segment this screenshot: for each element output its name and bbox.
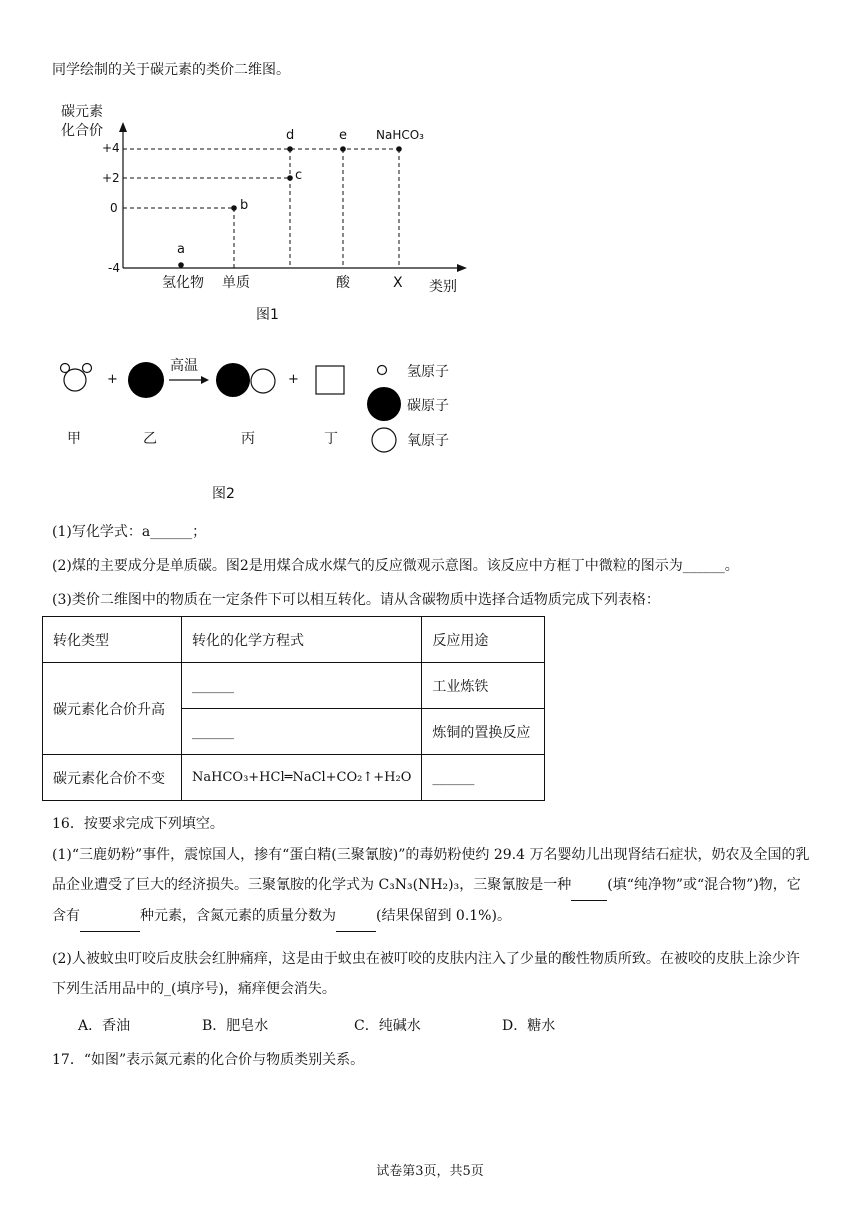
table-cell-use: 炼铜的置换反应 <box>422 709 545 755</box>
fig1-ytick: 0 <box>110 201 118 215</box>
table-cell-equation-blank[interactable]: ______ <box>182 709 422 755</box>
q16-p1-text-a: (1)“三鹿奶粉”事件，震惊国人，掺有“蛋白精(三聚氰胺)”的毒奶粉使约 29.4 万名婴幼儿出现肾结石症状，奶农及全国的乳品企业遭受了巨大的经济损失。三聚氰胺的化学式为 C₃N₃(NH₂)₃，三聚氰胺是一种 <box>52 847 810 893</box>
fig1-y-arrow <box>119 122 127 132</box>
figure-2-reaction-diagram <box>50 350 470 500</box>
fig2-label-ding: 丁 <box>324 431 338 447</box>
question-16-title: 16．按要求完成下列填空。 <box>52 816 224 832</box>
question-1: (1)写化学式：a______； <box>52 524 207 540</box>
answer-blank[interactable] <box>80 901 140 932</box>
fig1-point-b <box>231 205 237 211</box>
table-cell-use: 工业炼铁 <box>422 663 545 709</box>
table-cell-equation-blank[interactable]: ______ <box>182 663 422 709</box>
fig1-xtick: 单质 <box>222 275 250 291</box>
table-header-row <box>43 617 545 663</box>
fig1-ylabel-2: 化合价 <box>61 123 103 139</box>
fig1-x-arrow <box>457 264 467 272</box>
table-cell-equation: NaHCO₃+HCl═NaCl+CO₂↑+H₂O <box>182 755 422 801</box>
hydrogen-atom-icon <box>378 366 387 375</box>
question-3: (3)类价二维图中的物质在一定条件下可以相互转化。请从含碳物质中选择合适物质完成下列表格： <box>52 592 660 608</box>
table-cell-type: 碳元素化合价不变 <box>43 755 182 801</box>
q16-p1-text-d: (结果保留到 0.1%)。 <box>376 908 511 924</box>
fig1-ytick: +2 <box>102 171 120 185</box>
oxygen-atom-icon <box>372 428 396 452</box>
conversion-table <box>42 616 545 801</box>
oxygen-atom-icon <box>251 369 275 393</box>
fig1-point-a <box>178 262 184 268</box>
question-17: 17．“如图”表示氮元素的化合价与物质类别关系。 <box>52 1052 365 1068</box>
carbon-atom-icon <box>216 363 250 397</box>
fig2-caption: 图2 <box>212 486 235 500</box>
fig2-plus: + <box>107 372 118 387</box>
option-a[interactable]: A．香油 <box>78 1018 131 1034</box>
page-footer: 试卷第3页，共5页 <box>376 1164 484 1179</box>
fig1-xlabel: 类别 <box>429 279 457 295</box>
option-b[interactable]: B．肥皂水 <box>202 1018 269 1034</box>
empty-box-icon <box>316 366 344 394</box>
option-d[interactable]: D．糖水 <box>502 1018 556 1034</box>
reaction-arrowhead-icon <box>201 376 209 384</box>
fig1-label-c: c <box>295 168 303 183</box>
table-header-cell: 反应用途 <box>422 617 545 663</box>
fig1-ytick: -4 <box>108 261 120 275</box>
fig1-xtick: 氢化物 <box>162 275 204 291</box>
figure-1-valence-chart <box>50 96 490 366</box>
fig1-xtick: 酸 <box>336 275 350 291</box>
fig1-label-d: d <box>286 128 295 143</box>
table-cell-use-blank[interactable]: ______ <box>422 755 545 801</box>
fig2-plus: + <box>288 372 299 387</box>
fig1-label-nahco3: NaHCO₃ <box>376 128 424 142</box>
carbon-atom-icon <box>367 387 401 421</box>
table-row <box>43 663 545 709</box>
q16-p1-text-b: (填“纯净物”或“混合物”)物，它含有 <box>52 877 801 924</box>
option-c[interactable]: C．纯碱水 <box>354 1018 421 1034</box>
fig1-point-c <box>287 175 293 181</box>
fig1-label-a: a <box>177 242 185 257</box>
answer-blank[interactable] <box>571 870 607 901</box>
q16-p1-text-c: 种元素，含氮元素的质量分数为 <box>140 908 336 924</box>
option-list <box>78 1012 555 1040</box>
fig1-label-b: b <box>240 198 249 213</box>
carbon-atom-icon <box>128 362 164 398</box>
fig1-label-e: e <box>339 128 347 143</box>
fig2-label-jia: 甲 <box>67 431 81 447</box>
legend-hydrogen: 氢原子 <box>407 364 449 380</box>
fig1-point-nahco3 <box>396 146 402 152</box>
fig1-point-e <box>340 146 346 152</box>
table-header-cell: 转化类型 <box>43 617 182 663</box>
fig1-xtick: X <box>393 275 403 291</box>
intro-text: 同学绘制的关于碳元素的类价二维图。 <box>52 62 290 78</box>
table-header-cell: 转化的化学方程式 <box>182 617 422 663</box>
question-2: (2)煤的主要成分是单质碳。图2是用煤合成水煤气的反应微观示意图。该反应中方框丁中微粒的图示为______。 <box>52 558 739 574</box>
fig2-label-yi: 乙 <box>143 431 157 447</box>
fig1-caption: 图1 <box>256 307 279 323</box>
question-16-part-2: (2)人被蚊虫叮咬后皮肤会红肿痛痒，这是由于蚊虫在被叮咬的皮肤内注入了少量的酸性物质所致。在被咬的皮肤上涂少许下列生活用品中的_(填序号)，痛痒便会消失。 <box>52 951 800 997</box>
fig1-point-d <box>287 146 293 152</box>
legend-carbon: 碳原子 <box>407 398 449 414</box>
fig2-label-bing: 丙 <box>241 431 255 447</box>
fig1-ylabel-1: 碳元素 <box>61 104 103 120</box>
hydrogen-atom-icon <box>83 364 92 373</box>
answer-blank[interactable] <box>336 901 376 932</box>
table-row <box>43 755 545 801</box>
fig2-arrow-label: 高温 <box>170 358 198 374</box>
legend-oxygen: 氧原子 <box>407 433 449 449</box>
fig1-ytick: +4 <box>102 141 120 155</box>
question-16-part-1 <box>52 840 812 932</box>
hydrogen-atom-icon <box>61 364 70 373</box>
table-cell-type: 碳元素化合价升高 <box>43 663 182 755</box>
